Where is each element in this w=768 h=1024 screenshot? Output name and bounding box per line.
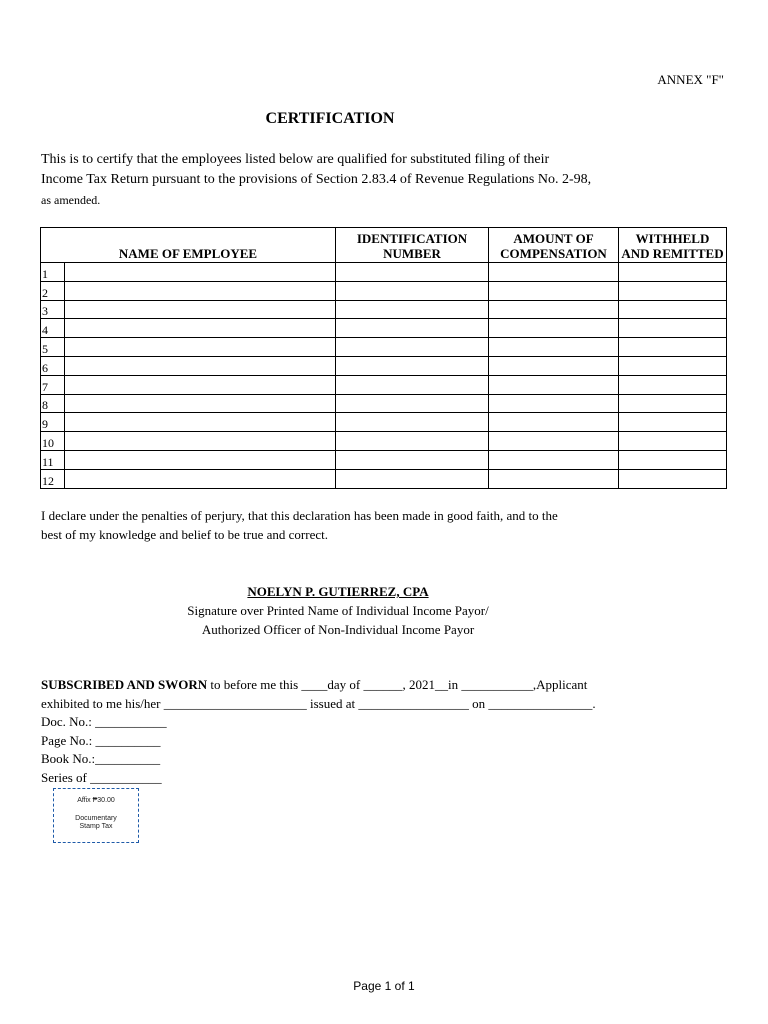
cell-identification-number[interactable] bbox=[336, 281, 489, 300]
cell-amount-of-compensation[interactable] bbox=[489, 263, 619, 282]
table-row bbox=[41, 281, 727, 300]
cell-employee-name[interactable] bbox=[65, 281, 336, 300]
document-title: CERTIFICATION bbox=[265, 110, 395, 127]
table-row bbox=[41, 375, 727, 394]
table-row bbox=[41, 394, 727, 413]
table-row bbox=[41, 338, 727, 357]
header-amount-line-1: AMOUNT OF bbox=[513, 231, 594, 246]
table-row bbox=[41, 300, 727, 319]
cell-amount-of-compensation[interactable] bbox=[489, 432, 619, 451]
cell-amount-of-compensation[interactable] bbox=[489, 338, 619, 357]
table-row bbox=[41, 356, 727, 375]
table-row bbox=[41, 469, 727, 488]
intro-line-3: as amended. bbox=[41, 193, 101, 207]
cell-identification-number[interactable] bbox=[336, 432, 489, 451]
cell-amount-of-compensation[interactable] bbox=[489, 300, 619, 319]
cell-employee-name[interactable] bbox=[65, 319, 336, 338]
cell-withheld-and-remitted[interactable] bbox=[619, 413, 727, 432]
annex-label: ANNEX "F" bbox=[657, 72, 724, 87]
cell-withheld-and-remitted[interactable] bbox=[619, 394, 727, 413]
jurat-line-1 bbox=[41, 676, 596, 695]
table-row bbox=[41, 413, 727, 432]
row-number: 8 bbox=[41, 394, 65, 413]
header-id-line-1: IDENTIFICATION bbox=[356, 231, 468, 246]
cell-identification-number[interactable] bbox=[336, 300, 489, 319]
cell-withheld-and-remitted[interactable] bbox=[619, 432, 727, 451]
cell-employee-name[interactable] bbox=[65, 375, 336, 394]
stamp-line-1: Affix ₱30.00 bbox=[77, 797, 115, 804]
cell-employee-name[interactable] bbox=[65, 413, 336, 432]
signer-name: NOELYN P. GUTIERREZ, CPA bbox=[247, 584, 429, 599]
row-number: 12 bbox=[41, 469, 65, 488]
header-withheld-line-1: WITHHELD bbox=[635, 231, 710, 246]
signer-caption-2: Authorized Officer of Non-Individual Income Payor bbox=[201, 622, 475, 637]
cell-amount-of-compensation[interactable] bbox=[489, 394, 619, 413]
header-name-of-employee bbox=[41, 228, 336, 263]
intro-line-1: This is to certify that the employees listed below are qualified for substituted filing of their bbox=[41, 152, 550, 167]
cell-employee-name[interactable] bbox=[65, 394, 336, 413]
cell-amount-of-compensation[interactable] bbox=[489, 375, 619, 394]
cell-identification-number[interactable] bbox=[336, 450, 489, 469]
documentary-stamp-box bbox=[53, 788, 139, 843]
header-amount-line-2: COMPENSATION bbox=[500, 246, 607, 261]
cell-identification-number[interactable] bbox=[336, 319, 489, 338]
cell-amount-of-compensation[interactable] bbox=[489, 413, 619, 432]
row-number: 9 bbox=[41, 413, 65, 432]
row-number: 1 bbox=[41, 263, 65, 282]
cell-identification-number[interactable] bbox=[336, 338, 489, 357]
cell-withheld-and-remitted[interactable] bbox=[619, 375, 727, 394]
intro-line-2: Income Tax Return pursuant to the provisions of Section 2.83.4 of Revenue Regulations No. 2-98, bbox=[41, 172, 592, 187]
cell-withheld-and-remitted[interactable] bbox=[619, 338, 727, 357]
table-row bbox=[41, 319, 727, 338]
table-header-row bbox=[41, 228, 727, 263]
cell-employee-name[interactable] bbox=[65, 450, 336, 469]
doc-no: Doc. No.: ___________ bbox=[41, 714, 167, 729]
row-number: 2 bbox=[41, 281, 65, 300]
header-amount-of-compensation bbox=[489, 228, 619, 263]
row-number: 10 bbox=[41, 432, 65, 451]
header-withheld-and-remitted bbox=[619, 228, 727, 263]
signature-block bbox=[0, 582, 676, 639]
employee-table bbox=[40, 227, 727, 489]
cell-amount-of-compensation[interactable] bbox=[489, 356, 619, 375]
cell-employee-name[interactable] bbox=[65, 263, 336, 282]
cell-withheld-and-remitted[interactable] bbox=[619, 469, 727, 488]
cell-withheld-and-remitted[interactable] bbox=[619, 356, 727, 375]
page-footer: Page 1 of 1 bbox=[353, 979, 415, 993]
cell-identification-number[interactable] bbox=[336, 394, 489, 413]
table-row bbox=[41, 450, 727, 469]
row-number: 4 bbox=[41, 319, 65, 338]
cell-employee-name[interactable] bbox=[65, 432, 336, 451]
cell-employee-name[interactable] bbox=[65, 469, 336, 488]
jurat-line-2: exhibited to me his/her ______________________ issued at _________________ on ________________. bbox=[41, 695, 596, 711]
cell-withheld-and-remitted[interactable] bbox=[619, 450, 727, 469]
cell-employee-name[interactable] bbox=[65, 356, 336, 375]
intro-paragraph bbox=[41, 150, 591, 210]
cell-identification-number[interactable] bbox=[336, 356, 489, 375]
row-number: 3 bbox=[41, 300, 65, 319]
book-no: Book No.:__________ bbox=[41, 751, 161, 766]
row-number: 11 bbox=[41, 450, 65, 469]
row-number: 5 bbox=[41, 338, 65, 357]
jurat-bold-heading: SUBSCRIBED AND SWORN bbox=[41, 677, 208, 692]
stamp-line-2: Documentary bbox=[75, 815, 117, 822]
cell-amount-of-compensation[interactable] bbox=[489, 281, 619, 300]
perjury-declaration bbox=[41, 506, 558, 544]
cell-identification-number[interactable] bbox=[336, 469, 489, 488]
signer-caption-1: Signature over Printed Name of Individual Income Payor/ bbox=[187, 603, 489, 618]
cell-identification-number[interactable] bbox=[336, 263, 489, 282]
header-name-text: NAME OF EMPLOYEE bbox=[118, 246, 258, 261]
series-of: Series of ___________ bbox=[41, 769, 162, 785]
jurat-line-1-text: to before me this ____day of ______, 2021__in ___________,Applicant bbox=[207, 677, 588, 692]
cell-amount-of-compensation[interactable] bbox=[489, 469, 619, 488]
cell-amount-of-compensation[interactable] bbox=[489, 319, 619, 338]
declaration-line-2: best of my knowledge and belief to be true and correct. bbox=[41, 527, 328, 542]
header-id-line-2: NUMBER bbox=[383, 246, 441, 261]
header-withheld-line-2: AND REMITTED bbox=[621, 246, 724, 261]
row-number: 7 bbox=[41, 375, 65, 394]
stamp-line-3: Stamp Tax bbox=[79, 823, 113, 830]
cell-withheld-and-remitted[interactable] bbox=[619, 300, 727, 319]
table-row bbox=[41, 263, 727, 282]
cell-withheld-and-remitted[interactable] bbox=[619, 319, 727, 338]
cell-identification-number[interactable] bbox=[336, 413, 489, 432]
table-row bbox=[41, 432, 727, 451]
cell-identification-number[interactable] bbox=[336, 375, 489, 394]
jurat-block bbox=[41, 676, 596, 787]
cell-withheld-and-remitted[interactable] bbox=[619, 263, 727, 282]
declaration-line-1: I declare under the penalties of perjury, that this declaration has been made in good faith, and to the bbox=[41, 508, 558, 523]
cell-amount-of-compensation[interactable] bbox=[489, 450, 619, 469]
row-number: 6 bbox=[41, 356, 65, 375]
header-identification-number bbox=[336, 228, 489, 263]
cell-withheld-and-remitted[interactable] bbox=[619, 281, 727, 300]
cell-employee-name[interactable] bbox=[65, 300, 336, 319]
page-no: Page No.: __________ bbox=[41, 732, 161, 748]
cell-employee-name[interactable] bbox=[65, 338, 336, 357]
